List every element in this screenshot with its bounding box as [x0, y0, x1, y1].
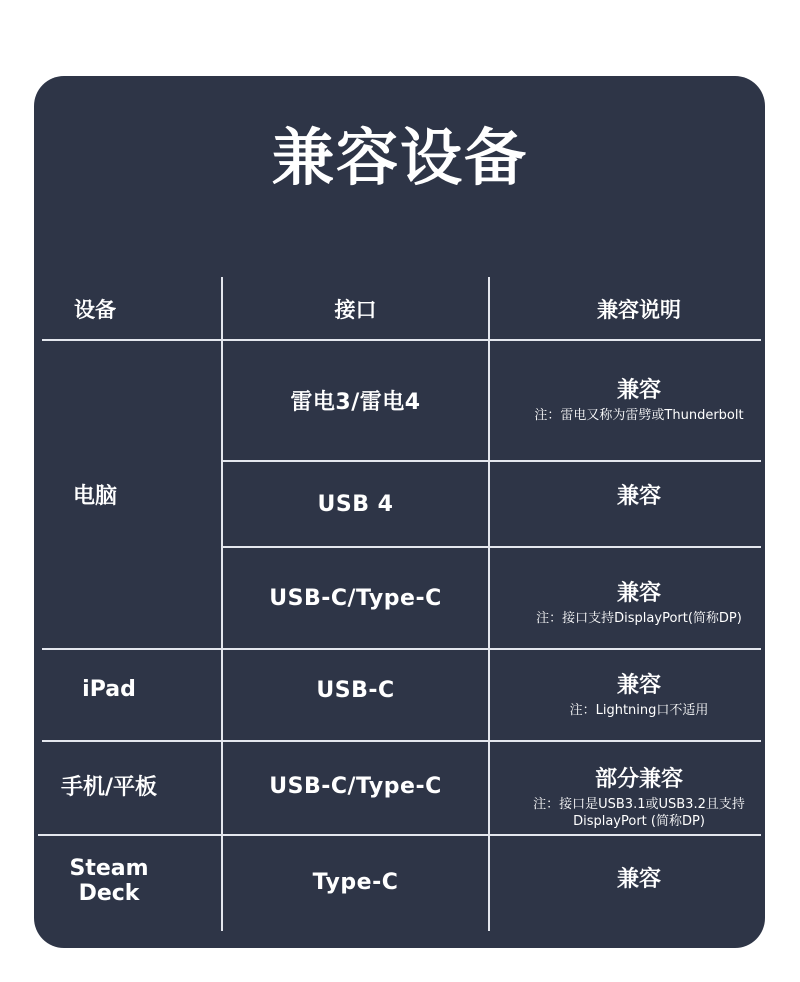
header-compat: 兼容说明: [597, 297, 681, 322]
compat-status: 部分兼容: [594, 767, 683, 792]
compat-status: 兼容: [616, 484, 661, 509]
device-cell: 电脑: [72, 484, 117, 509]
device-cell: Steam Deck: [69, 856, 149, 906]
compat-status: 兼容: [616, 867, 661, 892]
header-port: 接口: [334, 297, 377, 322]
compat-cell: [490, 650, 788, 740]
compat-note: 注：接口支持DisplayPort(简称DP): [536, 610, 742, 626]
compat-status: 兼容: [616, 672, 661, 698]
compat-status: 兼容: [616, 580, 661, 606]
compat-status: 兼容: [616, 378, 661, 403]
header-device: 设备: [74, 297, 116, 322]
port-cell: USB-C/Type-C: [269, 585, 442, 611]
port-cell: 雷电3/雷电4: [290, 390, 421, 415]
compat-cell: [490, 836, 788, 924]
port-cell: USB-C: [316, 677, 395, 703]
compat-note: 注：接口是USB3.1或USB3.2且支持: [533, 797, 745, 812]
compat-note: 注：Lightning口不适用: [569, 702, 709, 718]
port-cell: USB-C/Type-C: [269, 773, 442, 799]
device-cell: 手机/平板: [60, 774, 158, 800]
page-title: 兼容设备: [271, 121, 528, 194]
compat-cell: [490, 462, 788, 532]
compat-note: 注：雷电又称为雷劈或Thunderbolt: [534, 408, 744, 423]
compat-cell: [490, 548, 788, 658]
compat-cell: [490, 766, 788, 834]
compat-cell: [490, 341, 788, 460]
compat-note: DisplayPort (简称DP): [573, 814, 705, 829]
port-cell: Type-C: [312, 869, 399, 895]
device-cell: iPad: [82, 676, 136, 702]
port-cell: USB 4: [317, 491, 394, 517]
